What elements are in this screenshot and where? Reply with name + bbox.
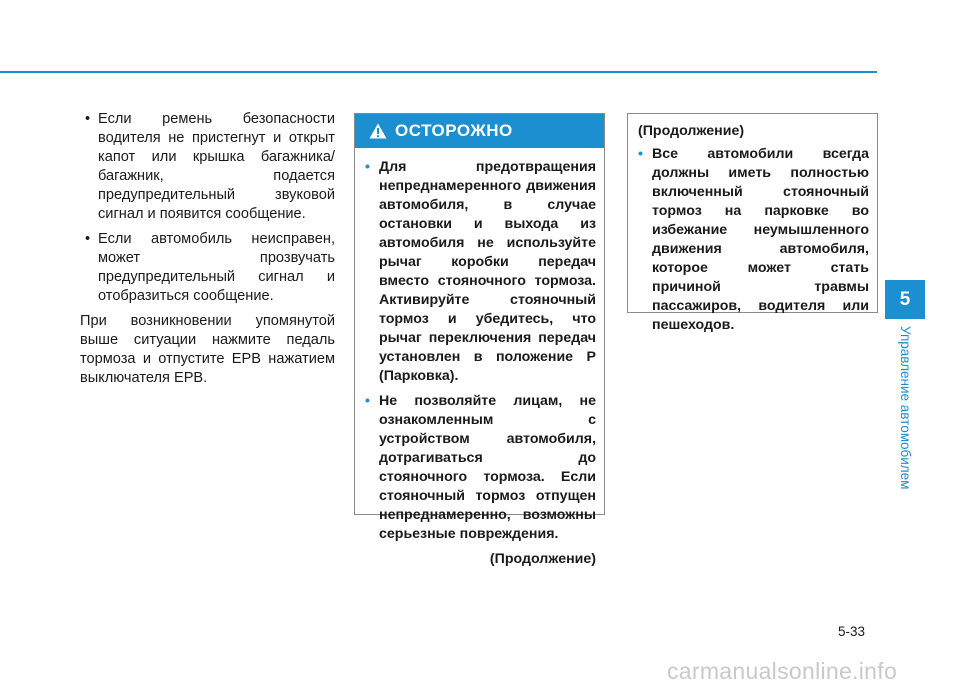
warning-item (365, 392, 596, 544)
continuation-item-text: Все автомобили всегда должны иметь полностью включенный стояночный тормоз на парковке во избежание неумышленного движения автомобиля, которое может стать причиной травмы пассажиров, водителя или пешеходов. (652, 146, 869, 333)
bullet-dot: • (365, 159, 370, 175)
continuation-item (638, 145, 869, 335)
bullet-dot: • (85, 111, 91, 127)
continuation-box (627, 113, 878, 333)
warning-box (354, 113, 605, 567)
chapter-title: Управление автомобилем (898, 326, 913, 490)
body-paragraph: При возникновении упомянутой выше ситуации нажмите педаль тормоза и отпустите EPB нажатием выключателя EPB. (80, 313, 335, 386)
continued-label: (Продолжение) (489, 551, 596, 567)
warning-item (365, 158, 596, 386)
warning-item-text: Не позволяйте лицам, не ознакомленным с устройством автомобиля, дотрагиваться до стояночного тормоза. Если стояночный тормоз отпущен непреднамеренно, возможны серьезные повреждения. (379, 393, 596, 542)
list-item (80, 110, 335, 224)
bullet-text: Если автомобиль неисправен, может прозвучать предупредительный сигнал и отобразиться сообщение. (98, 231, 335, 304)
list-item (80, 230, 335, 306)
bullet-text: Если ремень безопасности водителя не пристегнут и открыт капот или крышка багажника/багажник, подается предупредительный звуковой сигнал и появится сообщение. (98, 111, 335, 222)
continuation-header: (Продолжение) (638, 123, 745, 139)
warning-body (355, 148, 604, 569)
left-column (80, 110, 335, 388)
bullet-dot: • (638, 146, 643, 162)
page-number: 5-33 (838, 624, 866, 639)
bullet-dot: • (85, 231, 91, 247)
bullet-dot: • (365, 393, 370, 409)
warning-triangle-icon (369, 123, 387, 139)
warning-title: ОСТОРОЖНО (395, 121, 513, 140)
warning-header (355, 114, 604, 148)
watermark: carmanualsonline.info (667, 658, 898, 684)
warning-item-text: Для предотвращения непреднамеренного движения автомобиля, в случае остановки и выхода из автомобиля не используйте рычаг коробки передач вместо стояночного тормоза. Активируйте стояночный тормоз и убедитесь, что рычаг переключения передач установлен в положение P (Парковка). (379, 159, 596, 384)
top-rule (0, 71, 877, 73)
chapter-tab: 5 (885, 280, 925, 319)
